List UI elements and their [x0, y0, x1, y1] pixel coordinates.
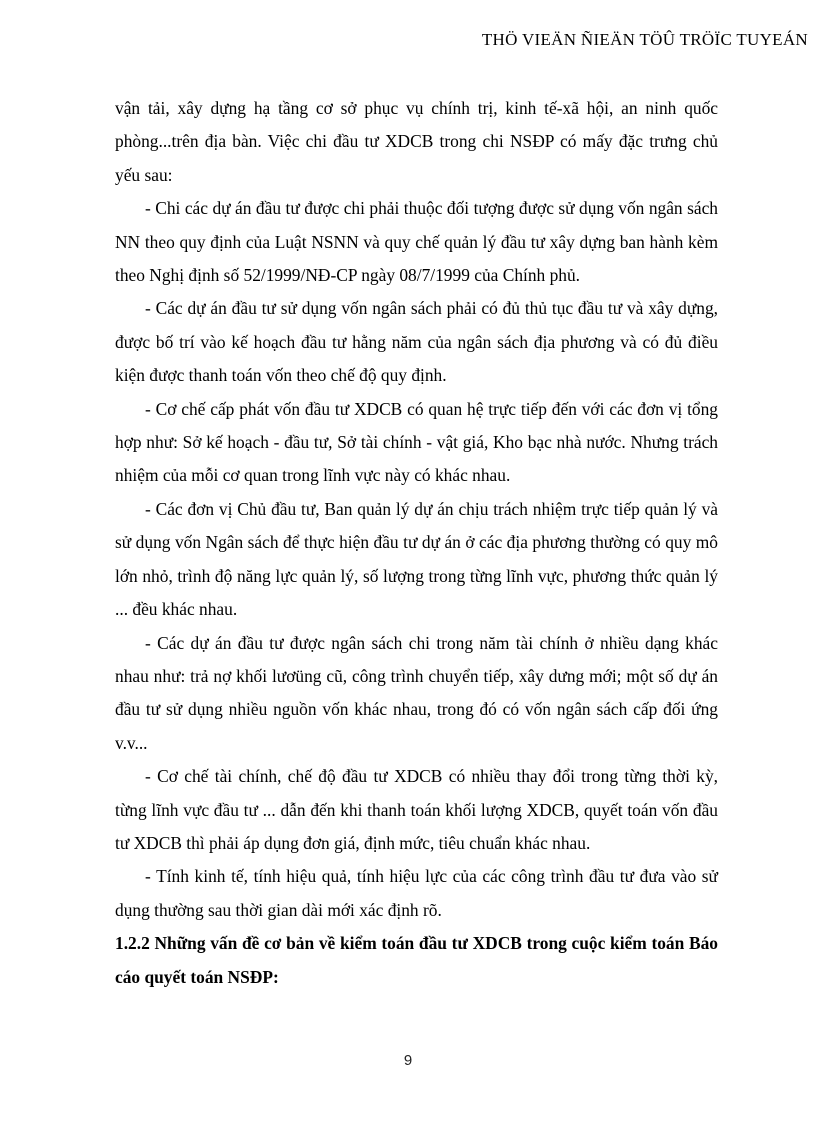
running-header: THÖ VIEÄN ÑIEÄN TÖÛ TRÖÏC TUYEÁN [481, 30, 808, 49]
body-paragraph: - Các dự án đầu tư được ngân sách chi trong năm tài chính ở nhiều dạng khác nhau như: trả nợ khối lươüng cũ, công trình chuyển tiếp, xây dưng mới; một số dự án đầu tư sử dụng nhiều nguồn vốn khác nhau, trong đó có vốn ngân sách cấp đối ứng v.v... [115, 632, 718, 753]
page-number: 9 [403, 1052, 413, 1069]
body-paragraph: - Các đơn vị Chủ đầu tư, Ban quản lý dự án chịu trách nhiệm trực tiếp quản lý và sử dụng vốn Ngân sách để thực hiện đầu tư dự án ở các địa phương thường có quy mô lớn nhỏ, trình độ năng lực quản lý, số lượng trong từng lĩnh vực, phương thức quản lý ... đều khác nhau. [115, 498, 718, 620]
document-body [115, 92, 718, 994]
body-paragraph: - Các dự án đầu tư sử dụng vốn ngân sách phải có đủ thủ tục đầu tư và xây dựng, được bố trí vào kế hoạch đầu tư hằng năm của ngân sách địa phương và có đủ điều kiện được thanh toán vốn theo chế độ quy định. [115, 298, 718, 386]
body-paragraph: - Cơ chế tài chính, chế độ đầu tư XDCB có nhiều thay đổi trong từng thời kỳ, từng lĩnh vực đầu tư ... dẫn đến khi thanh toán khối lượng XDCB, quyết toán vốn đầu tư XDCB thì phải áp dụng đơn giá, định mức, tiêu chuẩn khác nhau. [115, 766, 718, 853]
body-paragraph: - Chi các dự án đầu tư được chi phải thuộc đối tượng được sử dụng vốn ngân sách NN theo quy định của Luật NSNN và quy chế quản lý đầu tư xây dựng ban hành kèm theo Nghị định số 52/1999/NĐ-CP ngày 08/7/1999 của Chính phủ. [115, 198, 718, 286]
body-paragraph: - Cơ chế cấp phát vốn đầu tư XDCB có quan hệ trực tiếp đến với các đơn vị tổng hợp như: Sở kế hoạch - đầu tư, Sở tài chính - vật giá, Kho bạc nhà nước. Nhưng trách nhiệm của mỗi cơ quan trong lĩnh vực này có khác nhau. [115, 398, 718, 486]
body-paragraph: - Tính kinh tế, tính hiệu quả, tính hiệu lực của các công trình đầu tư đưa vào sử dụng thường sau thời gian dài mới xác định rõ. [115, 866, 718, 920]
section-heading: 1.2.2 Những vấn đề cơ bản về kiểm toán đầu tư XDCB trong cuộc kiểm toán Báo cáo quyết toán NSĐP: [115, 933, 718, 987]
body-paragraph: vận tải, xây dựng hạ tầng cơ sở phục vụ chính trị, kinh tế-xã hội, an ninh quốc phòng...trên địa bàn. Việc chi đầu tư XDCB trong chi NSĐP có mấy đặc trưng chủ yếu sau: [115, 98, 718, 185]
